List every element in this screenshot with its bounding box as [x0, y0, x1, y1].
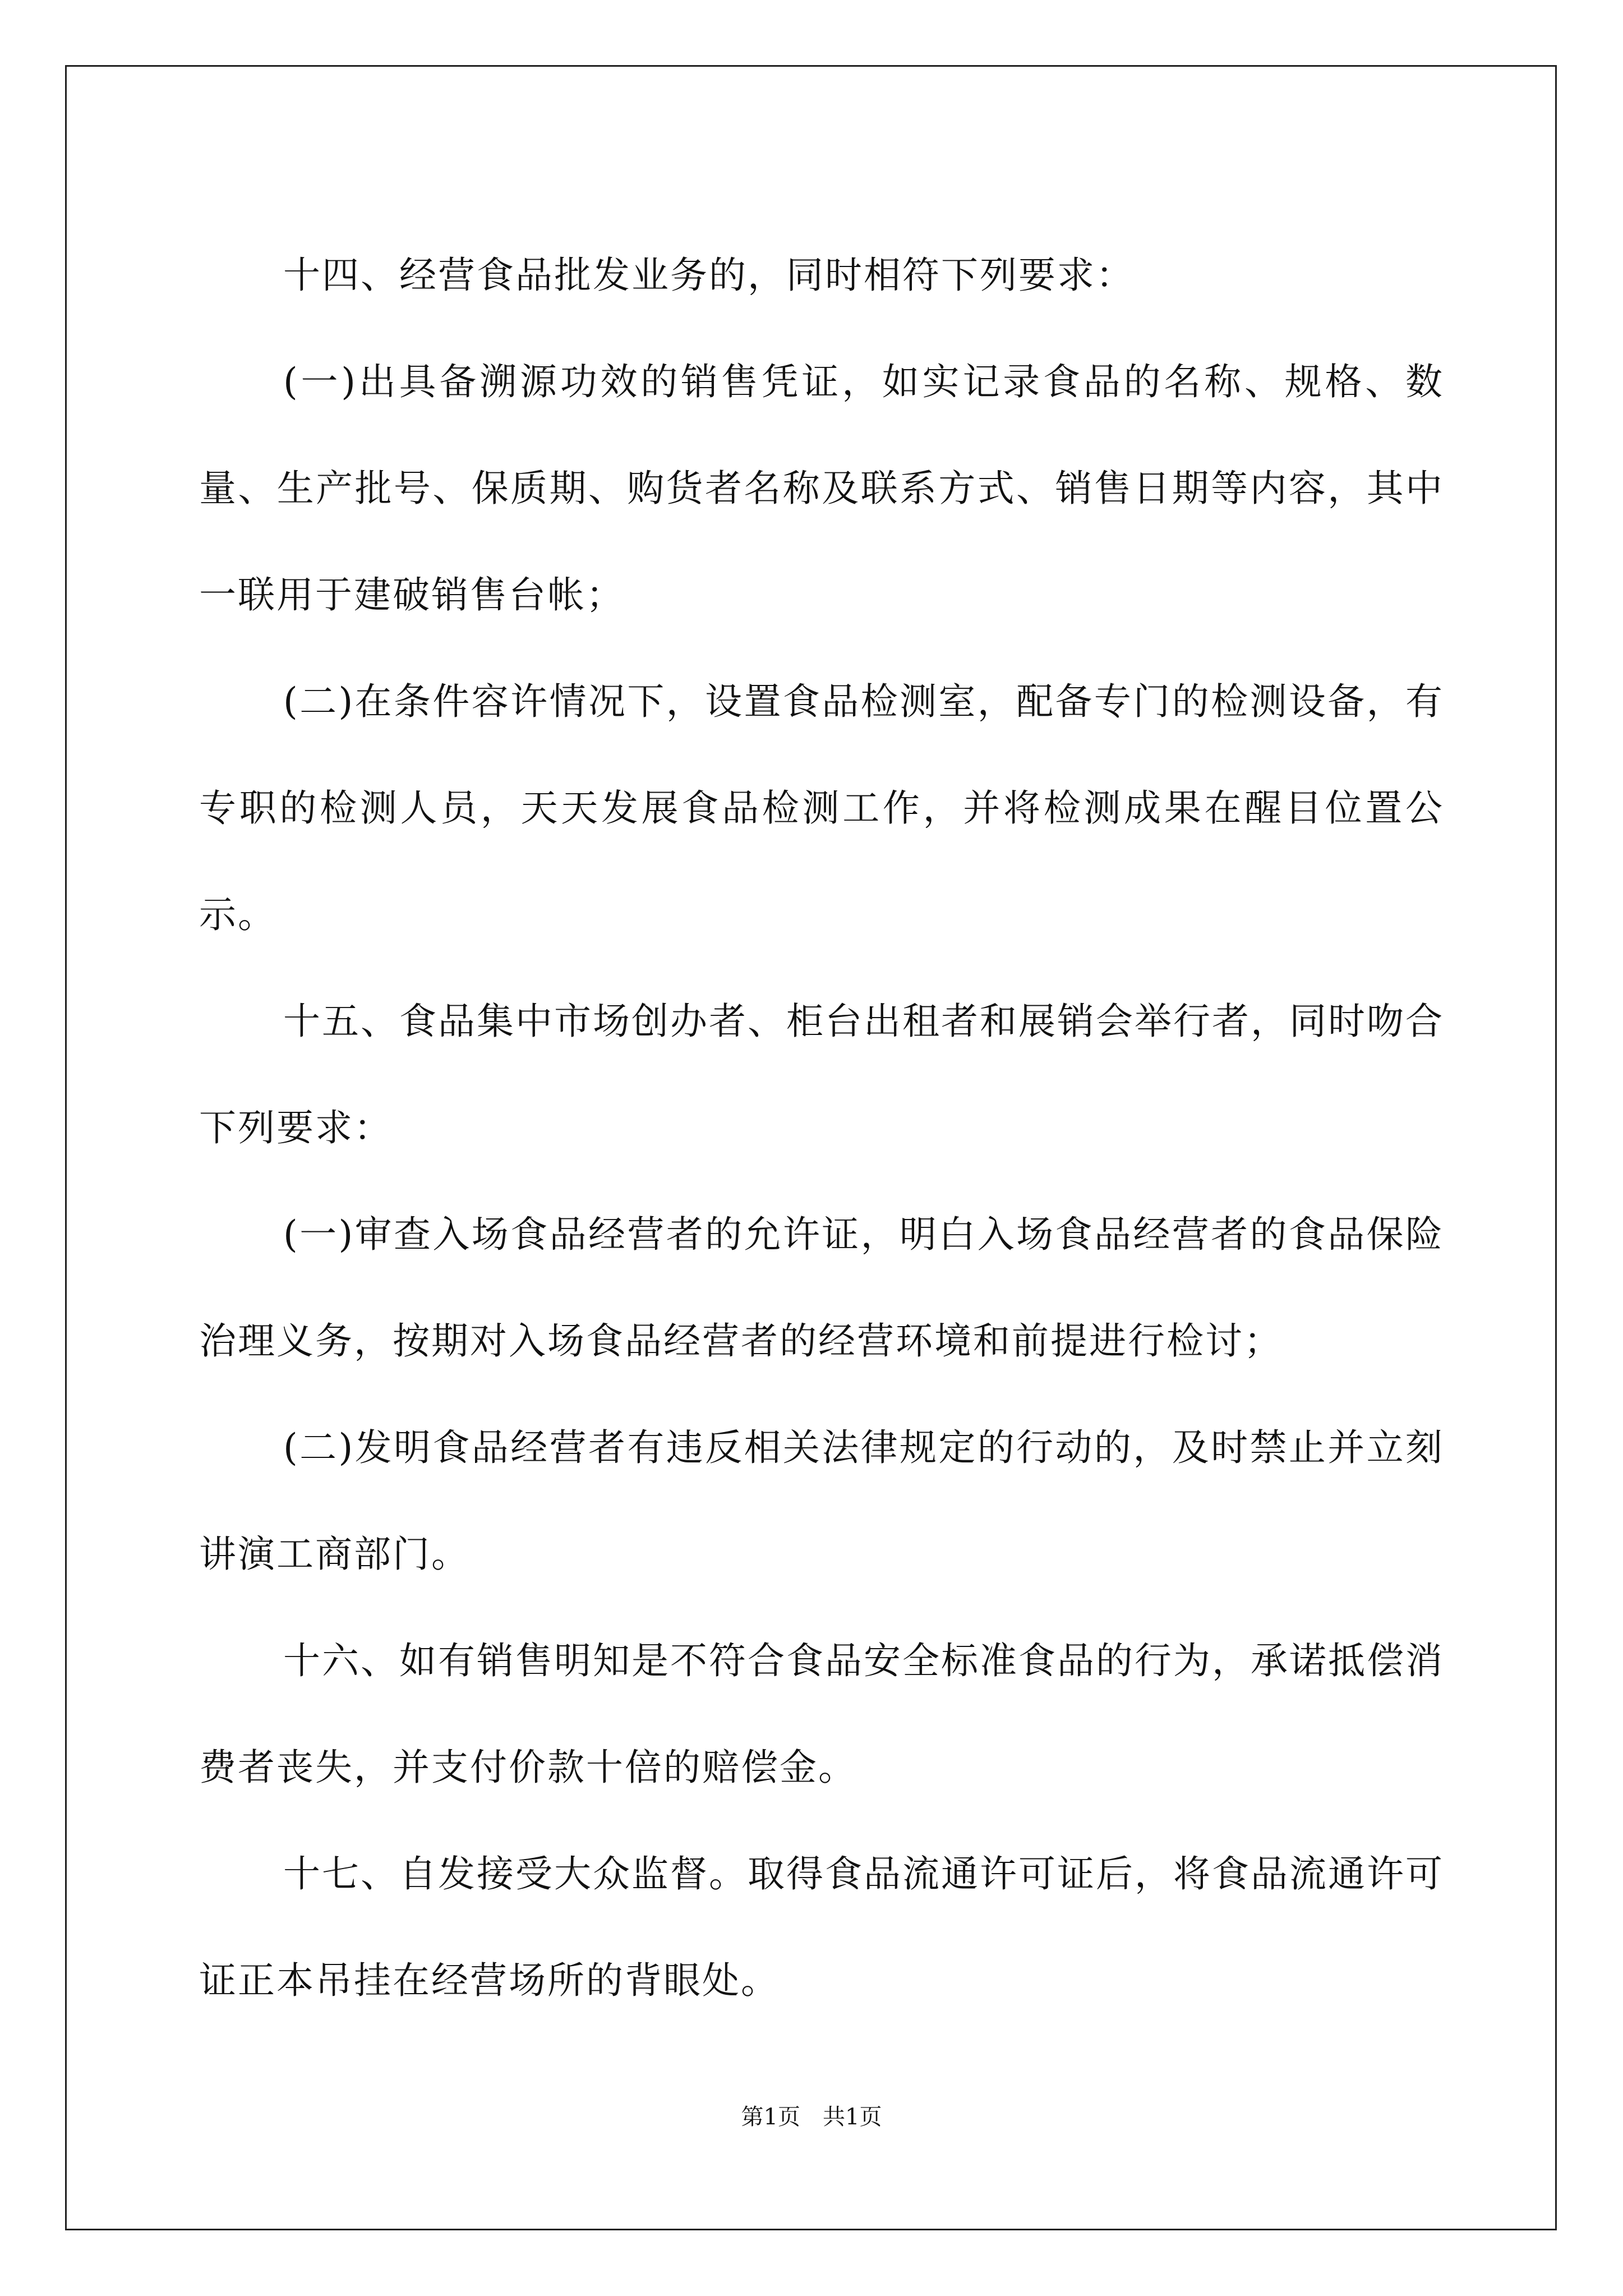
paragraph-15-1: (一)审查入场食品经营者的允许证，明白入场食品经营者的食品保险治理义务，按期对入场食品经营者的经营环境和前提进行检讨；: [199, 1213, 1444, 1363]
paragraph-15: 十五、食品集中市场创办者、柜台出租者和展销会举行者，同时吻合下列要求：: [199, 1000, 1444, 1149]
page-footer: [0, 2099, 1623, 2131]
page-number: 第1页: [741, 2104, 800, 2130]
paragraph-17: 十七、自发接受大众监督。取得食品流通许可证后，将食品流通许可证正本吊挂在经营场所的背眼处。: [199, 1852, 1444, 2002]
document-body: [199, 222, 1444, 2034]
paragraph-15-2: (二)发明食品经营者有违反相关法律规定的行动的，及时禁止并立刻讲演工商部门。: [199, 1426, 1444, 1576]
paragraph-14-1: (一)出具备溯源功效的销售凭证，如实记录食品的名称、规格、数量、生产批号、保质期、购货者名称及联系方式、销售日期等内容，其中一联用于建破销售台帐；: [199, 360, 1444, 616]
total-pages: 共1页: [823, 2104, 882, 2130]
paragraph-16: 十六、如有销售明知是不符合食品安全标准食品的行为，承诺抵偿消费者丧失，并支付价款十倍的赔偿金。: [199, 1639, 1444, 1789]
paragraph-14: 十四、经营食品批发业务的，同时相符下列要求：: [283, 254, 1135, 297]
paragraph-14-2: (二)在条件容许情况下，设置食品检测室，配备专门的检测设备，有专职的检测人员，天天发展食品检测工作，并将检测成果在醒目位置公示。: [199, 680, 1444, 936]
